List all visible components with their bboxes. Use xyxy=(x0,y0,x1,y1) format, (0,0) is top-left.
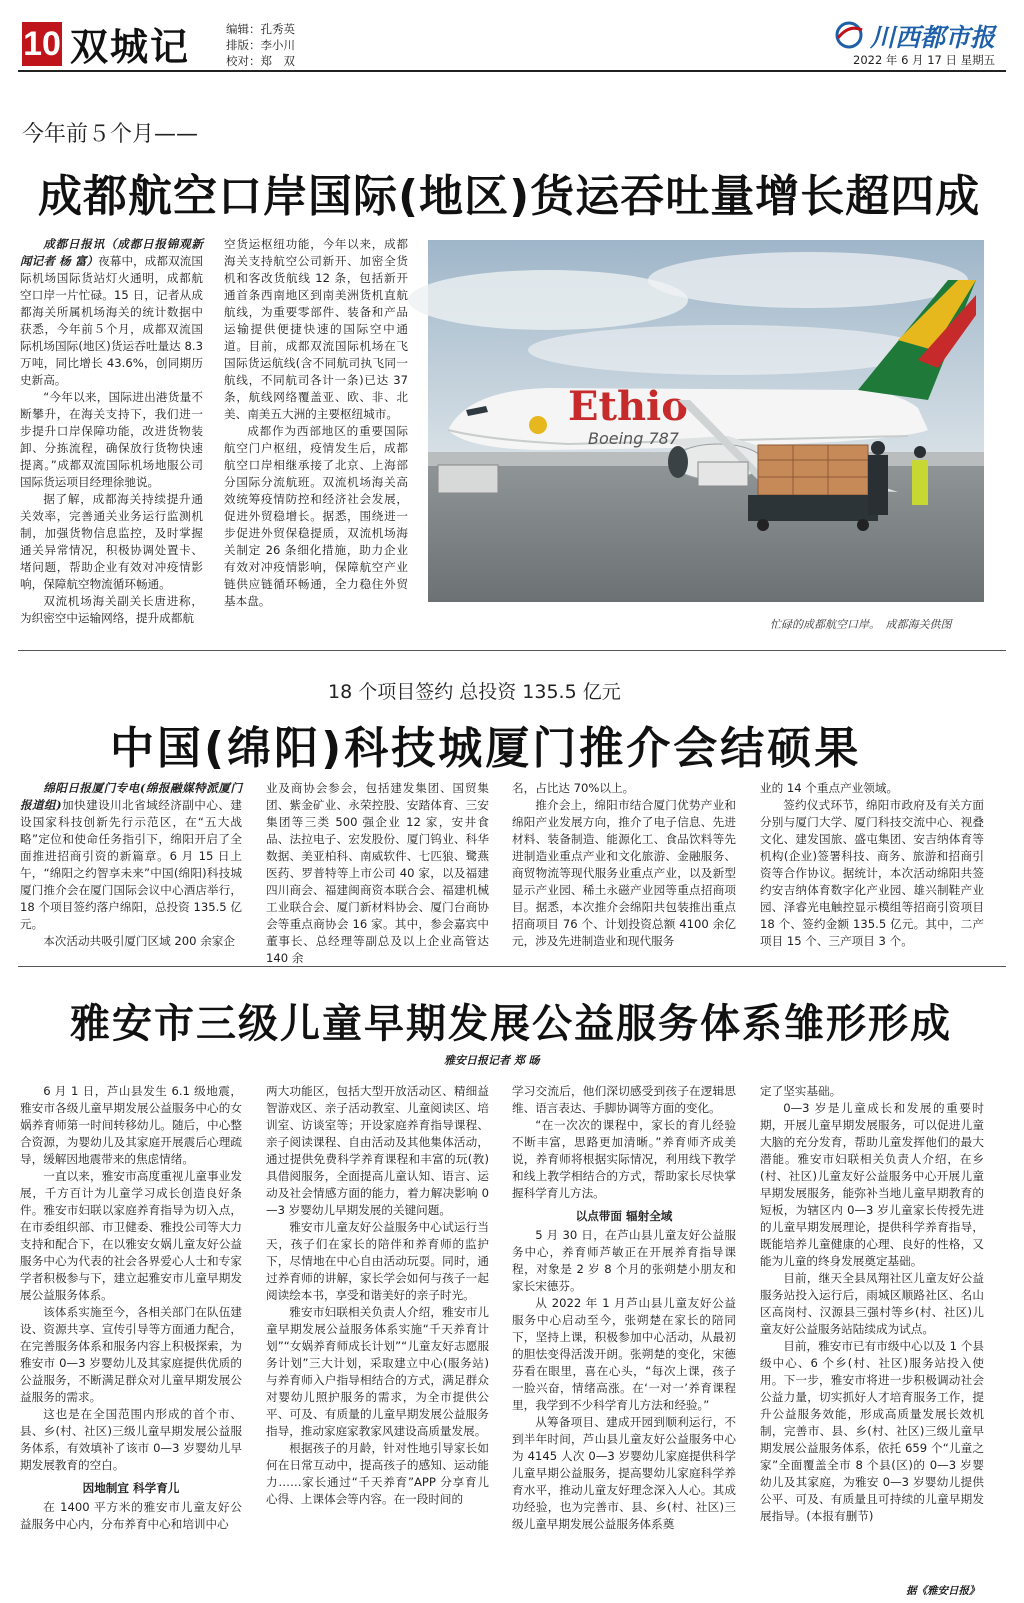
section-title: 双城记 xyxy=(70,24,191,69)
article2-paragraph: 推介会上，绵阳市结合厦门优势产业和绵阳产业发展方向，推介了电子信息、先进材料、装备制造、能源化工、食品饮料等先进制造业重点产业和文化旅游、金融服务、商贸物流等现代服务业重点产业，以及新型显示产业园、稀土永磁产业园等重点招商项目。据悉，本次推介会绵阳共包装推出重点招商项目 76 个、计划投资总额 4100 余亿元，涉及先进制造业和现代服务 xyxy=(512,798,736,948)
layout-line: 排版：李小川 xyxy=(226,38,295,52)
article3-paragraph: 0—3 岁是儿童成长和发展的重要时期，开展儿童早期发展服务，可以促进儿童大脑的充分发育，帮助儿童发挥他们的最大潜能。雅安市妇联相关负责人介绍，在乡(村、社区)儿童友好公益服务中心开展儿童早期发展服务，能弥补当地儿童早期教育的短板，为辖区内 0—3 岁儿童家长传授先进的儿童早期发展理论，提供科学养育指导，既能培养儿童健康的心理、良好的性格，又能为儿童的终身发展奠定基础。 xyxy=(760,1101,984,1268)
article2-paragraph: 加快建设川北省域经济副中心、建设国家科技创新先行示范区，在“五大战略”定位和使命任务指引下，绵阳开启了全面推进招商引资的新篇章。6 月 15 日上午，“绵阳之约智享未来”中国(绵阳)科技城厦门推介会在厦门国际会议中心酒店举行，18 个项目签约落户绵阳，总投资 135.5 亿元。 xyxy=(20,798,242,931)
article3-column-1 xyxy=(20,1083,242,1595)
article3-paragraph: 雅安市儿童友好公益服务中心试运行当天，孩子们在家长的陪伴和养育师的监护下，尽情地在中心自由活动玩耍。同时，通过养育师的讲解，家长学会如何与孩子一起阅读绘本书，享受和谐美好的亲子时光。 xyxy=(266,1220,489,1302)
article1-paragraph: 双流机场海关副关长唐进称，为织密空中运输网络，提升成都航 xyxy=(20,594,203,625)
article3-column-4 xyxy=(760,1083,984,1595)
header-rule xyxy=(18,70,1006,72)
article3-paragraph: 在 1400 平方米的雅安市儿童友好公益服务中心内，分布养育中心和培训中心 xyxy=(20,1500,242,1531)
article3-column-2 xyxy=(266,1083,489,1595)
masthead-logo xyxy=(832,18,1007,52)
proof-line: 校对：郑 双 xyxy=(226,54,295,68)
article3-paragraph: 该体系实施至今，各相关部门在队伍建设、资源共享、宣传引导等方面通力配合，在完善服务体系和服务内容上积极探索，为雅安市 0—3 岁婴幼儿及其家庭提供优质的公益服务，不断满足群众对儿童早期发展公益服务的需求。 xyxy=(20,1305,242,1404)
airport-cargo-photo xyxy=(428,240,984,602)
article2-paragraph: 名，占比达 70%以上。 xyxy=(512,781,635,795)
article2-byline: 绵阳日报厦门专电(绵报融媒特派厦门报道组) xyxy=(20,781,242,812)
article2-column-2 xyxy=(266,780,489,965)
issue-date: 2022 年 6 月 17 日 星期五 xyxy=(853,53,996,67)
article1-column-2 xyxy=(224,236,408,634)
article3-subhead: 因地制宜 科学育儿 xyxy=(82,1481,180,1495)
article2-column-1 xyxy=(20,780,242,956)
article1-paragraph: “今年以来，国际进出港货量不断攀升，在海关支持下，我们进一步提升口岸保障功能，改进货物装卸、分拣流程，确保放行货物快速提离。”成都双流国际机场地服公司国际货运项目经理徐驰说。 xyxy=(20,390,203,489)
article2-paragraph: 业及商协会参会，包括建发集团、国贸集团、紫金矿业、永荣控股、安踏体育、三安集团等三类 500 强企业 12 家，安井食品、法拉电子、宏发股份、厦门钨业、科华数据、美亚柏科、南威软件、七匹狼、鹭燕医药、罗普特等上市公司 40 家，以及福建四川商会、福建闽商资本联合会、福建机械工业联合会、厦门新材料协会、厦门台商协会等重点商协会 16 家。其中，参会嘉宾中董事长、总经理等副总及以上企业高管达 140 余 xyxy=(266,781,489,965)
livery-text: Ethio xyxy=(568,383,688,430)
article3-byline: 雅安日报记者 郑 旸 xyxy=(444,1054,540,1067)
article2-headline: 中国(绵阳)科技城厦门推介会结硕果 xyxy=(110,723,862,774)
article2-column-3 xyxy=(512,780,736,956)
article3-paragraph: 从筹备项目、建成开园到顺利运行，不到半年时间，芦山县儿童友好公益服务中心为 4145 人次 0—3 岁婴幼儿家庭提供科学儿童早期公益服务，提高婴幼儿家庭科学养育水平，推动儿童友好理念深入人心。其成功经验，也为完善市、县、乡(村、社区)三级儿童早期发展公益服务体系奠 xyxy=(512,1415,736,1531)
article-divider xyxy=(18,650,1006,651)
article3-paragraph: “在一次次的课程中，家长的育儿经验不断丰富，思路更加清晰。”养育师齐成美说，养育师将根据实际情况，利用线下教学和线上教学相结合的方式，帮助家长尽快掌握科学育儿方法。 xyxy=(512,1118,736,1200)
article2-paragraph: 业的 14 个重点产业领域。 xyxy=(760,781,899,795)
masthead-swirl-icon xyxy=(832,20,866,50)
page-number: 10 xyxy=(22,22,62,66)
article3-paragraph: 一直以来，雅安市高度重视儿童事业发展，千方百计为儿童学习成长创造良好条件。雅安市妇联以家庭养育指导为切入点，在市委组织部、市卫健委、雅投公司等大力支持和配合下，在以雅安女娲儿童友好公益服务中心为代表的社会各界爱心人士和专家学者积极参与下，建立起雅安市儿童早期发展公益服务体系。 xyxy=(20,1169,242,1302)
article1-kicker: 今年前５个月—— xyxy=(22,122,199,147)
article2-paragraph: 签约仪式环节，绵阳市政府及有关方面分别与厦门大学、厦门科技交流中心、视叠文化、建发国旅、盛屯集团、安吉纳体育等机构(企业)签署科技、商务、旅游和招商引资等合作协议。据统计，本次活动绵阳共签约安吉纳体育数字化产业园、雄兴制鞋产业园、泽睿光电触控显示模组等招商引资项目 18 个、签约金额 135.5 亿元。其中，二产项目 15 个、三产项目 3 个。 xyxy=(760,798,984,948)
article3-paragraph: 目前，继天全县凤翔社区儿童友好公益服务站投入运行后，雨城区顺路社区、名山区高岗村、汉源县三强村等乡(村、社区)儿童友好公益服务站陆续成为试点。 xyxy=(760,1271,984,1336)
editor-credits xyxy=(226,21,295,69)
article3-paragraph: 这也是在全国范围内形成的首个市、县、乡(村、社区)三级儿童早期发展公益服务体系，有效填补了该市 0—3 岁婴幼儿早期发展教育的空白。 xyxy=(20,1407,242,1472)
editor-line: 编辑：孔秀英 xyxy=(226,22,295,36)
article3-paragraph: 5 月 30 日，在芦山县儿童友好公益服务中心，养育师芦敏正在开展养育指导课程，对象是 2 岁 8 个月的张朔楚小朋友和家长宋德芬。 xyxy=(512,1228,736,1293)
article1-paragraph: 空货运枢纽功能，今年以来，成都海关支持航空公司新开、加密全货机和客改货航线 12 条，包括新开通首条西南地区到南美洲货机直航航线，为重要零部件、装备和产品运输提供便捷快速的国际空中通道。目前，成都双流国际机场在飞国际货运航线(含不同航司执飞同一航线，不同航司各计一条)已达 37 条，航线网络覆盖亚、欧、非、北美、南美五大洲的主要枢纽城市。 xyxy=(224,237,408,421)
article1-headline: 成都航空口岸国际(地区)货运吞吐量增长超四成 xyxy=(38,171,981,222)
article3-headline: 雅安市三级儿童早期发展公益服务体系雏形形成 xyxy=(70,1001,952,1047)
article3-paragraph: 6 月 1 日，芦山县发生 6.1 级地震，雅安市各级儿童早期发展公益服务中心的女娲养育师第一时间转移幼儿。随后，中心整合资源，为婴幼儿及其家庭开展震后心理疏导，缓解因地震带来的焦虑情绪。 xyxy=(20,1084,242,1166)
article2-paragraph: 本次活动共吸引厦门区域 200 余家企 xyxy=(43,934,236,948)
article3-subhead: 以点带面 辐射全域 xyxy=(575,1209,673,1223)
article3-paragraph: 学习交流后，他们深切感受到孩子在逻辑思维、语言表达、手脚协调等方面的变化。 xyxy=(512,1084,736,1115)
article1-byline: 成都日报讯（成都日报锦观新闻记者 杨 富） xyxy=(20,237,203,268)
article3-source: 据《雅安日报》 xyxy=(906,1585,980,1597)
article3-column-3 xyxy=(512,1083,736,1595)
article2-kicker: 18 个项目签约 总投资 135.5 亿元 xyxy=(328,681,621,703)
article1-paragraph: 成都作为西部地区的重要国际航空门户枢纽，疫情发生后，成都航空口岸相继承接了北京、上海部分国际分流航班。双流机场海关高效统筹疫情防控和经济社会发展，促进外贸稳增长。据悉，围绕进一步促进外贸保稳提质，双流机场海关制定 26 条细化措施，助力企业有效对冲疫情影响，保障航空产业链供应链循环畅通，全力稳住外贸基本盘。 xyxy=(224,424,408,608)
article1-photo-caption: 忙碌的成都航空口岸。 成都海关供图 xyxy=(770,618,952,631)
masthead-name: 川西都市报 xyxy=(870,23,996,52)
article1-photo xyxy=(428,240,984,602)
aircraft-model-text: Boeing 787 xyxy=(588,429,679,448)
article3-paragraph: 从 2022 年 1 月芦山县儿童友好公益服务中心启动至今，张朔楚在家长的陪同下，坚持上课，积极参加中心活动，从最初的胆怯变得活泼开朗。张朔楚的变化，宋德芬看在眼里，喜在心头，“每次上课，孩子一脸兴奋，情绪高涨。在‘一对一’养育课程里，我学到不少科学育儿方法和经验。” xyxy=(512,1296,736,1412)
article2-column-4 xyxy=(760,780,984,956)
article1-column-1 xyxy=(20,236,203,634)
article3-paragraph: 两大功能区，包括大型开放活动区、精细益智游戏区、亲子活动教室、儿童阅读区、培训室、访谈室等；开设家庭养育指导课程、亲子阅读课程、自由活动及其他集体活动，通过提供免费科学养育课程和丰富的玩(教)具借阅服务，全面提高儿童认知、语言、运动及社会情感方面的能力，着力解决影响 0—3 岁婴幼儿早期发展的关键问题。 xyxy=(266,1084,489,1217)
article3-paragraph: 目前，雅安市已有市级中心以及 1 个县级中心、6 个乡(村、社区)服务站投入使用。下一步，雅安市将进一步积极调动社会公益力量，切实抓好人才培育服务工作，提升公益服务效能，形成高质量发展长效机制，完善市、县、乡(村、社区)三级儿童早期发展公益服务体系，依托 659 个“儿童之家”全面覆盖全市 8 个县(区)的 0—3 岁婴幼儿及其家庭，为雅安 0—3 岁婴幼儿提供公平、可及、有质量且可持续的儿童早期发展指导。(本报有删节) xyxy=(760,1339,984,1523)
article3-paragraph: 定了坚实基础。 xyxy=(760,1084,842,1098)
article1-paragraph: 夜幕中，成都双流国际机场国际货站灯火通明，成都航空口岸一片忙碌。15 日，记者从成都海关所属机场海关的统计数据中获悉，今年前５个月，成都双流国际机场国际(地区)货运吞吐量达 8.3万吨，同比增长 43.6%，创同期历史新高。 xyxy=(20,254,203,387)
article-divider xyxy=(18,966,1006,967)
article3-paragraph: 根据孩子的月龄，针对性地引导家长如何在日常互动中，提高孩子的感知、运动能力……家长通过“千天养育”APP 分享育儿心得、上课体会等内容。在一段时间的 xyxy=(266,1441,489,1506)
article1-paragraph: 据了解，成都海关持续提升通关效率，完善通关业务运行监测机制，加强货物信息监控，及时掌握通关异常情况，积极协调处置卡、堵问题，帮助企业有效对冲疫情影响，保障航空物流循环畅通。 xyxy=(20,492,203,591)
article3-paragraph: 雅安市妇联相关负责人介绍，雅安市儿童早期发展公益服务体系实施“千天养育计划”“女娲养育师成长计划”“儿童友好志愿服务计划”三大计划，采取建立中心(服务站)与养育师入户指导相结合的方式，满足群众对婴幼儿照护服务的需求，为全市提供公平、可及、有质量的儿童早期发展公益服务指导，推动家庭家教家风建设高质量发展。 xyxy=(266,1305,489,1438)
